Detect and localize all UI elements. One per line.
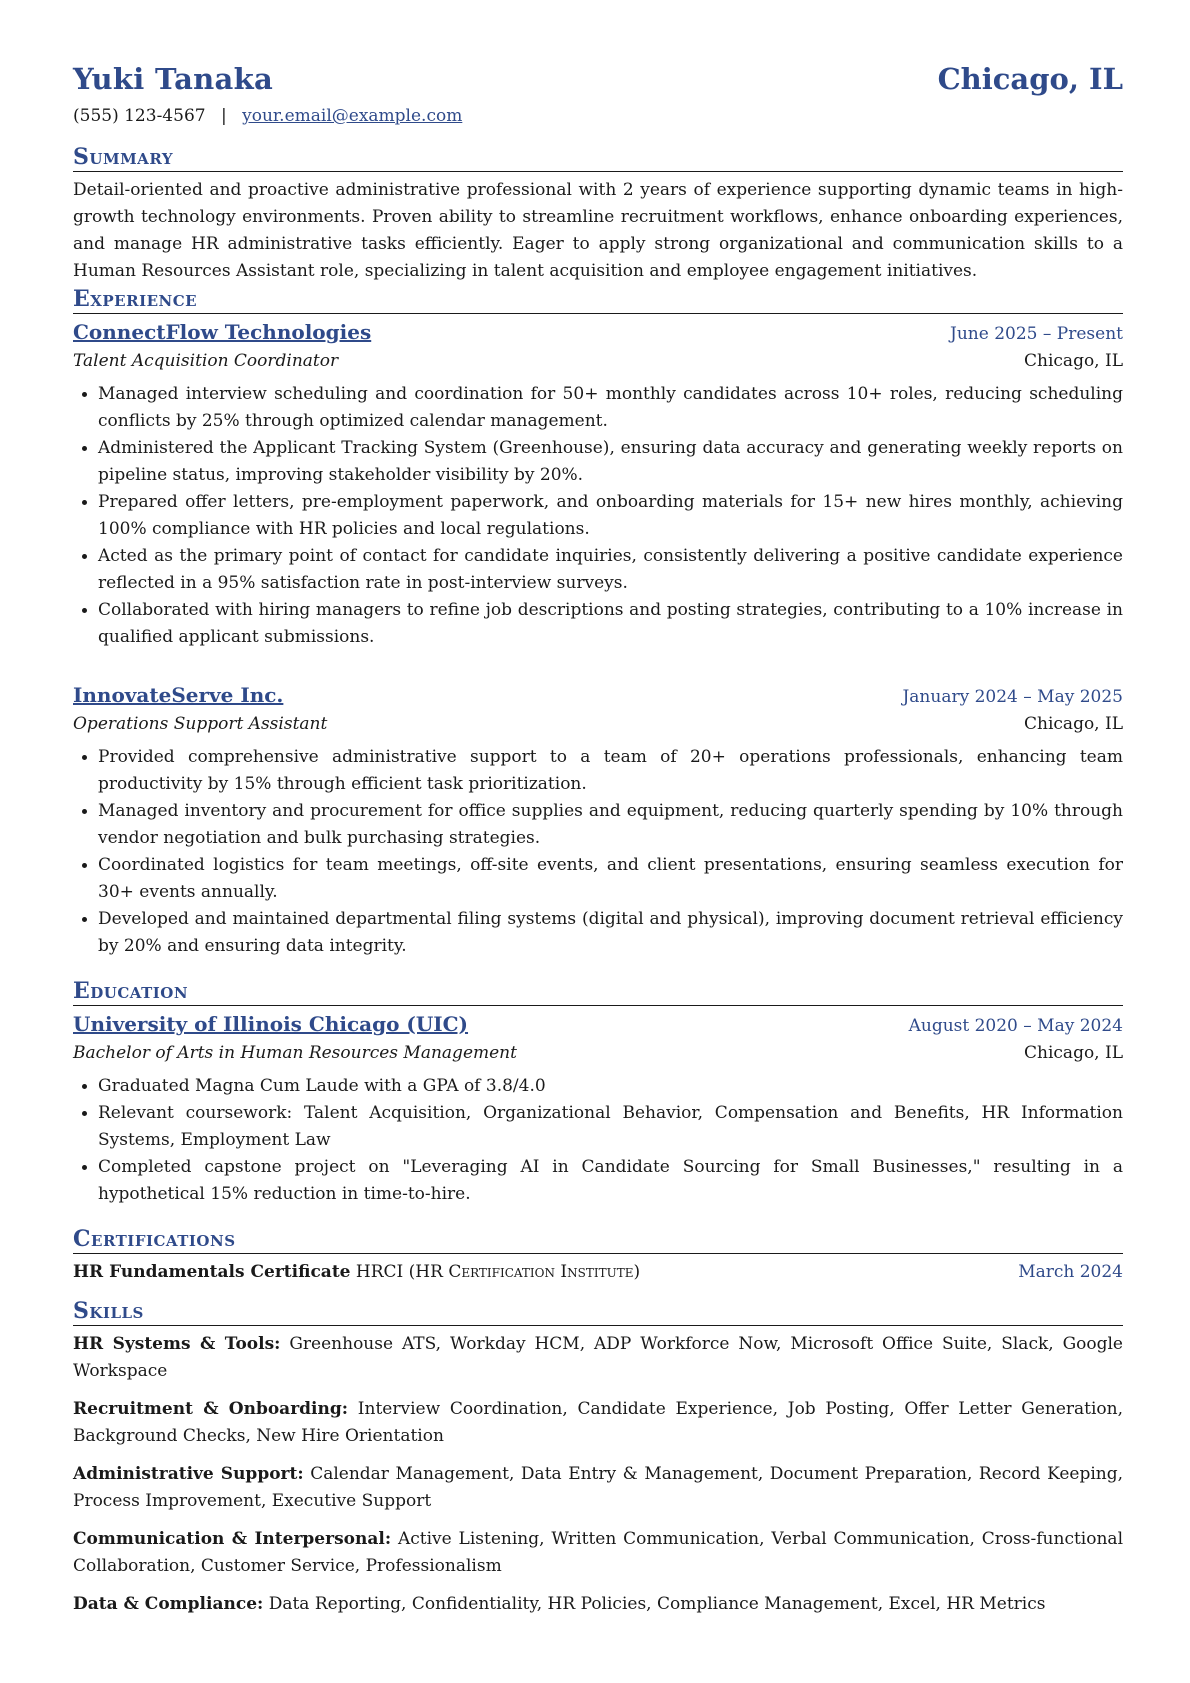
company-link[interactable]: ConnectFlow Technologies (73, 320, 372, 344)
certification-org: HRCI (HR Certification Institute) (355, 1262, 641, 1282)
resume-header (73, 62, 1123, 126)
skill-text: Active Listening, Written Communication, Verbal Communication, Cross-functional Collaboration, Customer Service, Professionalism (73, 1529, 1124, 1576)
header-row (73, 62, 1123, 96)
skill-item (73, 1526, 1123, 1580)
company-link[interactable]: InnovateServe Inc. (73, 683, 284, 707)
certification-date: March 2024 (1018, 1262, 1123, 1282)
list-item: • Collaborated with hiring managers to refine job descriptions and posting strategies, contributing to a 10% increase in qualified applicant submissions. (98, 597, 1123, 651)
job-dates: January 2024 – May 2025 (902, 687, 1123, 707)
skill-label: Recruitment & Onboarding: (73, 1399, 349, 1419)
degree: Bachelor of Arts in Human Resources Management (73, 1043, 517, 1063)
section-title-experience: Experience (73, 286, 1123, 314)
skill-item (73, 1591, 1123, 1618)
job-title: Talent Acquisition Coordinator (73, 351, 339, 371)
skill-label: Communication & Interpersonal: (73, 1529, 392, 1549)
phone-number: (555) 123-4567 (73, 106, 206, 126)
list-item: • Coordinated logistics for team meetings, off-site events, and client presentations, ensuring seamless execution for 30+ events annually. (98, 852, 1123, 906)
list-item: • Developed and maintained departmental filing systems (digital and physical), improving document retrieval efficiency by 20% and ensuring data integrity. (98, 906, 1123, 960)
list-item: • Provided comprehensive administrative support to a team of 20+ operations professionals, enhancing team productivity by 15% through efficient task prioritization. (98, 744, 1123, 798)
skill-text: Interview Coordination, Candidate Experience, Job Posting, Offer Letter Generation, Background Checks, New Hire Orientation (73, 1399, 1124, 1446)
skill-text: Greenhouse ATS, Workday HCM, ADP Workforce Now, Microsoft Office Suite, Slack, Google Workspace (73, 1334, 1123, 1381)
education-dates: August 2020 – May 2024 (908, 1016, 1123, 1036)
list-item: • Administered the Applicant Tracking System (Greenhouse), ensuring data accuracy and generating weekly reports on pipeline status, improving stakeholder visibility by 20%. (98, 435, 1123, 489)
contact-separator: | (220, 106, 227, 126)
skill-text: Data Reporting, Confidentiality, HR Policies, Compliance Management, Excel, HR Metrics (268, 1594, 1046, 1614)
job-dates: June 2025 – Present (950, 324, 1123, 344)
education-subheader-row (73, 1040, 1123, 1067)
list-item: • Completed capstone project on "Leveraging AI in Candidate Sourcing for Small Businesses," resulting in a hypothetical 15% reduction in time-to-hire. (98, 1154, 1123, 1208)
certification-row (73, 1259, 1123, 1286)
section-title-skills: Skills (73, 1298, 1123, 1326)
contact-line (73, 106, 1123, 126)
skills-list (73, 1331, 1123, 1629)
certification-entry (73, 1259, 1123, 1286)
certification-text (73, 1259, 640, 1286)
experience-subheader-row (73, 348, 1123, 375)
experience-entry-1 (73, 319, 1123, 651)
skill-label: HR Systems & Tools: (73, 1334, 281, 1354)
education-location: Chicago, IL (1024, 1043, 1123, 1063)
skill-label: Administrative Support: (73, 1464, 304, 1484)
candidate-location: Chicago, IL (937, 62, 1123, 96)
skill-item (73, 1461, 1123, 1515)
job-location: Chicago, IL (1024, 351, 1123, 371)
certification-name: HR Fundamentals Certificate (73, 1262, 351, 1282)
job-title: Operations Support Assistant (73, 714, 328, 734)
section-title-education: Education (73, 978, 1123, 1006)
list-item: • Managed inventory and procurement for office supplies and equipment, reducing quarterly spending by 10% through vendor negotiation and bulk purchasing strategies. (98, 798, 1123, 852)
job-bullets (73, 381, 1123, 651)
email-link[interactable]: your.email@example.com (242, 106, 463, 126)
experience-entry-2 (73, 682, 1123, 960)
education-entry (73, 1011, 1123, 1208)
experience-header-row (73, 682, 1123, 711)
list-item: • Acted as the primary point of contact for candidate inquiries, consistently delivering a positive candidate experience reflected in a 95% satisfaction rate in post-interview surveys. (98, 543, 1123, 597)
skill-item (73, 1396, 1123, 1450)
list-item: • Graduated Magna Cum Laude with a GPA of 3.8/4.0 (98, 1073, 1123, 1100)
job-bullets (73, 744, 1123, 960)
school-link[interactable]: University of Illinois Chicago (UIC) (73, 1012, 469, 1036)
summary-text: Detail-oriented and proactive administrative professional with 2 years of experience supporting dynamic teams in high-growth technology environments. Proven ability to streamline recruitment workflows, enhance onboarding experiences, and manage HR administrative tasks efficiently. Eager to apply strong organizational and communication skills to a Human Resources Assistant role, specializing in talent acquisition and employee engagement initiatives. (73, 180, 1123, 281)
skill-item (73, 1331, 1123, 1385)
list-item: • Managed interview scheduling and coordination for 50+ monthly candidates across 10+ roles, reducing scheduling conflicts by 25% through optimized calendar management. (98, 381, 1123, 435)
education-bullets (73, 1073, 1123, 1208)
candidate-name: Yuki Tanaka (73, 62, 274, 96)
skill-label: Data & Compliance: (73, 1594, 264, 1614)
experience-subheader-row (73, 711, 1123, 738)
education-header-row (73, 1011, 1123, 1040)
list-item: • Relevant coursework: Talent Acquisition, Organizational Behavior, Compensation and Benefits, HR Information Systems, Employment Law (98, 1100, 1123, 1154)
job-location: Chicago, IL (1024, 714, 1123, 734)
section-title-summary: Summary (73, 144, 1123, 172)
experience-header-row (73, 319, 1123, 348)
list-item: • Prepared offer letters, pre-employment paperwork, and onboarding materials for 15+ new hires monthly, achieving 100% compliance with HR policies and local regulations. (98, 489, 1123, 543)
skill-text: Calendar Management, Data Entry & Management, Document Preparation, Record Keeping, Process Improvement, Executive Support (73, 1464, 1124, 1511)
section-title-certifications: Certifications (73, 1226, 1123, 1254)
